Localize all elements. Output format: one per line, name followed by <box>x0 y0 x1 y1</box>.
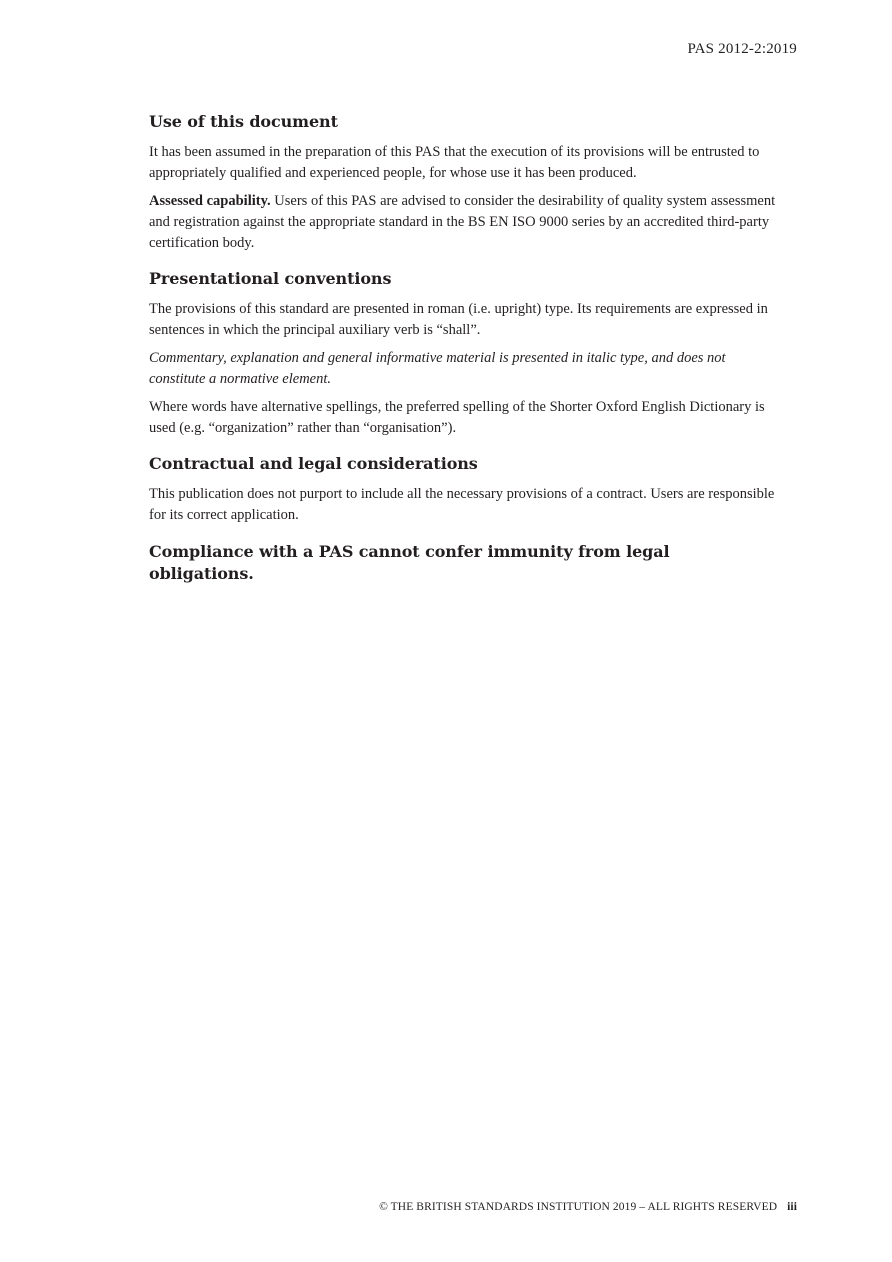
contractual-paragraph: This publication does not purport to include all the necessary provisions of a contract. Users are responsible for its correct application. <box>149 486 775 523</box>
copyright-notice: © THE BRITISH STANDARDS INSTITUTION 2019 – ALL RIGHTS RESERVED <box>379 1201 778 1213</box>
assessed-capability-text: Users of this PAS are advised to consider the desirability of quality system assessment and registration against the appropriate standard in the BS EN ISO 9000 series by an accredited third-party certification body. <box>149 193 776 251</box>
compliance-statement: Compliance with a PAS cannot confer immunity from legal obligations. <box>149 542 670 583</box>
assessed-capability-paragraph <box>149 191 777 254</box>
page-number: iii <box>787 1201 797 1213</box>
heading-presentational-conventions: Presentational conventions <box>149 269 392 288</box>
commentary-paragraph: Commentary, explanation and general informative material is presented in italic type, and does not constitute a normative element. <box>149 350 726 387</box>
use-paragraph: It has been assumed in the preparation of this PAS that the execution of its provisions will be entrusted to appropriately qualified and experienced people, for whose use it has been produced. <box>149 144 760 181</box>
document-reference: PAS 2012-2:2019 <box>687 41 797 57</box>
spelling-paragraph: Where words have alternative spellings, the preferred spelling of the Shorter Oxford English Dictionary is used (e.g. “organization” rather than “organisation”). <box>149 399 765 436</box>
heading-use-of-document: Use of this document <box>149 112 338 131</box>
page-content <box>149 111 777 594</box>
assessed-capability-label: Assessed capability. <box>149 193 271 209</box>
heading-contractual-legal: Contractual and legal considerations <box>149 454 478 473</box>
presentational-paragraph: The provisions of this standard are presented in roman (i.e. upright) type. Its requirements are expressed in sentences in which the principal auxiliary verb is “shall”. <box>149 301 768 338</box>
page-footer <box>379 1201 797 1213</box>
